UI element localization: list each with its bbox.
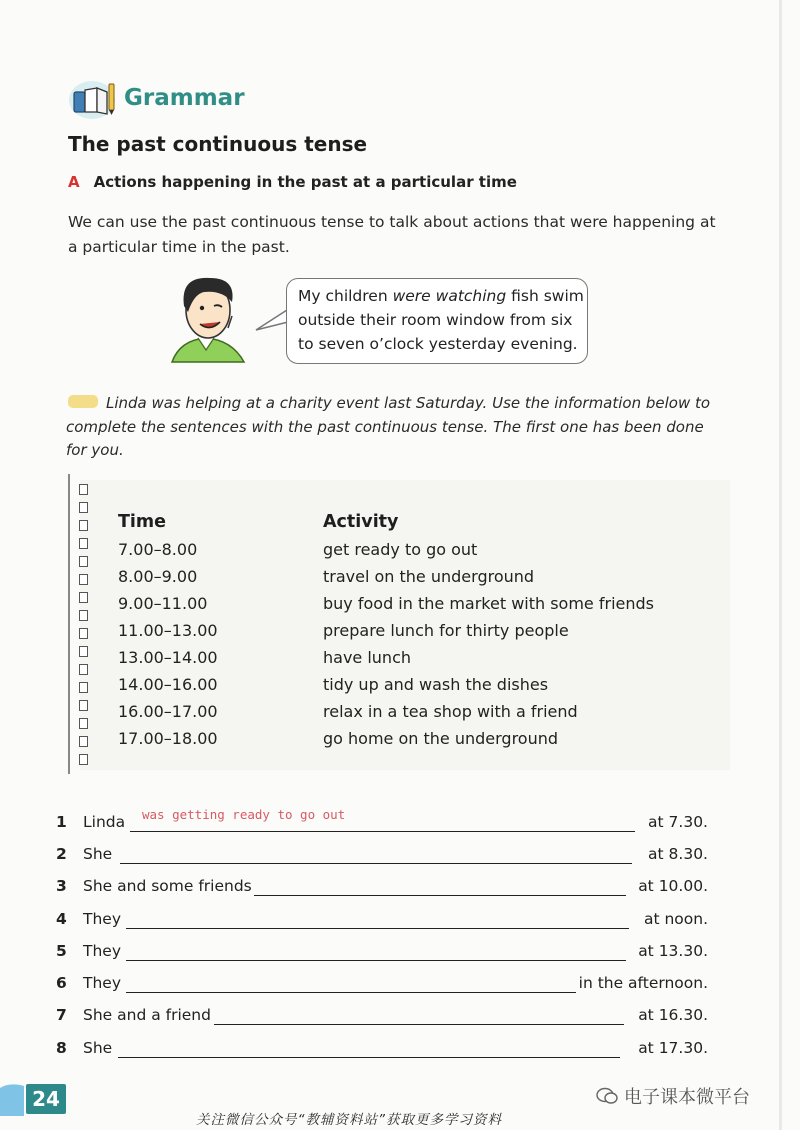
watermark — [596, 1083, 750, 1109]
schedule-row — [68, 621, 732, 648]
page-heading: The past continuous tense — [68, 132, 368, 156]
exercise-tail: at 17.30. — [638, 1039, 708, 1057]
schedule-time: 14.00–16.00 — [118, 675, 218, 694]
schedule-activity: relax in a tea shop with a friend — [323, 702, 578, 721]
exercise-number: 2 — [56, 845, 67, 863]
watermark-text: 电子课本微平台 — [624, 1087, 750, 1108]
exercise-tail: at 16.30. — [638, 1006, 708, 1024]
speech-text-before: My children — [298, 287, 393, 305]
answer-blank[interactable] — [130, 831, 635, 832]
exercise-subject: Linda — [83, 813, 126, 831]
exercise-number: 6 — [56, 974, 67, 992]
exercise-tail: at 8.30. — [648, 845, 708, 863]
exercise-number: 7 — [56, 1006, 67, 1024]
answer-blank[interactable] — [126, 960, 626, 961]
schedule-time: 11.00–13.00 — [118, 621, 218, 640]
speech-text-emphasis: were watching — [392, 287, 507, 305]
exercise-tail: in the afternoon. — [578, 974, 708, 992]
exercise-subject: They — [83, 974, 122, 992]
exercise-subject: She — [83, 1039, 113, 1057]
answer-blank[interactable] — [120, 863, 632, 864]
footer-watermark: 关注微信公众号“教辅资料站”获取更多学习资料 — [196, 1112, 502, 1128]
subheading-text: Actions happening in the past at a particular time — [93, 173, 517, 191]
schedule-time: 17.00–18.00 — [118, 729, 218, 748]
activity-column-header: Activity — [323, 512, 399, 532]
binding-ring — [79, 484, 88, 495]
schedule-notepad — [68, 474, 732, 774]
schedule-activity: have lunch — [323, 648, 412, 667]
schedule-row — [68, 648, 732, 675]
answer-blank[interactable] — [126, 928, 629, 929]
subheading — [68, 173, 517, 191]
exercise-number: 5 — [56, 942, 67, 960]
speech-bubble — [286, 278, 588, 364]
exercise-item-1 — [56, 807, 708, 845]
exercise-item-6 — [56, 974, 708, 1006]
exercise-subject: She and some friends — [83, 877, 252, 895]
schedule-activity: go home on the underground — [323, 729, 559, 748]
schedule-row — [68, 540, 732, 567]
books-icon — [68, 76, 120, 120]
exercise-subject: She — [83, 845, 113, 863]
cartoon-man-illustration — [160, 266, 260, 368]
schedule-time: 13.00–14.00 — [118, 648, 218, 667]
time-column-header: Time — [118, 512, 167, 532]
exercise-tail: at 7.30. — [648, 813, 708, 831]
answer-blank[interactable] — [126, 992, 576, 993]
exercise-number: 8 — [56, 1039, 67, 1057]
exercise-subject: They — [83, 910, 122, 928]
section-title: Grammar — [124, 85, 245, 111]
schedule-activity: prepare lunch for thirty people — [323, 621, 569, 640]
speech-text-after: fish swim outside their room window from six to seven o’clock yesterday evening. — [298, 287, 584, 353]
exercise-tail: at 10.00. — [638, 877, 708, 895]
exercise-item-2 — [56, 845, 708, 877]
schedule-time: 16.00–17.00 — [118, 702, 218, 721]
subheading-letter: A — [68, 173, 80, 191]
exercise-number: 4 — [56, 910, 67, 928]
schedule-time: 8.00–9.00 — [118, 567, 198, 586]
schedule-time: 9.00–11.00 — [118, 594, 208, 613]
schedule-row — [68, 702, 732, 729]
schedule-row — [68, 567, 732, 594]
schedule-activity: get ready to go out — [323, 540, 478, 559]
answer-blank[interactable] — [214, 1024, 624, 1025]
schedule-row — [68, 729, 732, 756]
exercise-number: 3 — [56, 877, 67, 895]
schedule-activity: buy food in the market with some friends — [323, 594, 654, 613]
intro-paragraph: We can use the past continuous tense to talk about actions that were happening at a particular time in the past. — [68, 213, 716, 256]
page-number: 24 — [26, 1084, 66, 1114]
answer-blank[interactable] — [254, 895, 626, 896]
exercise-tail: at 13.30. — [638, 942, 708, 960]
schedule-activity: travel on the underground — [323, 567, 535, 586]
exercise-subject: She and a friend — [83, 1006, 211, 1024]
exercise-item-7 — [56, 1006, 708, 1038]
exercise-item-4 — [56, 910, 708, 942]
exercise-number: 1 — [56, 813, 67, 831]
answer-text: was getting ready to go out — [142, 807, 346, 822]
page-edge — [779, 0, 782, 1130]
exercise-item-8 — [56, 1039, 708, 1071]
exercise-subject: They — [83, 942, 122, 960]
exercise-item-3 — [56, 877, 708, 909]
exercise-tail: at noon. — [643, 910, 708, 928]
instruction-text: Linda was helping at a charity event last Saturday. Use the information below to complete the sentences with the past continuous tense. The first one has been done for you. — [66, 394, 711, 459]
schedule-time: 7.00–8.00 — [118, 540, 198, 559]
answer-blank[interactable] — [118, 1057, 620, 1058]
schedule-activity: tidy up and wash the dishes — [323, 675, 549, 694]
exercise-item-5 — [56, 942, 708, 974]
binding-ring — [79, 520, 88, 531]
schedule-row — [68, 594, 732, 621]
section-header — [68, 70, 245, 126]
wechat-icon — [596, 1087, 618, 1105]
binding-ring — [79, 502, 88, 513]
schedule-row — [68, 675, 732, 702]
